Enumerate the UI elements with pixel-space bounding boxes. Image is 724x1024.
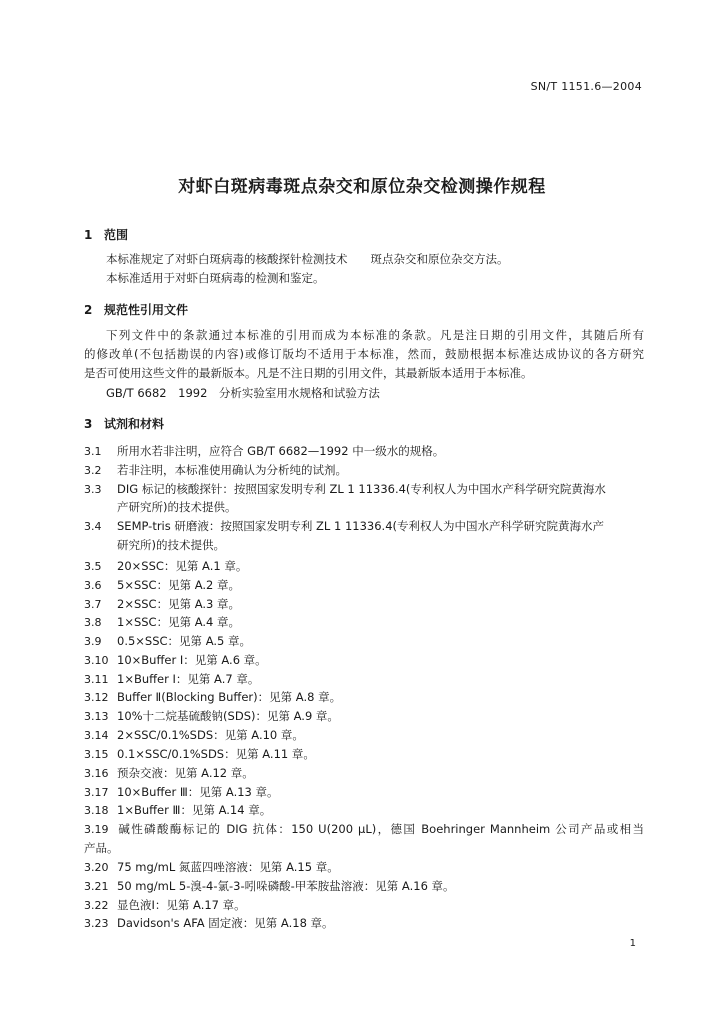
item (84, 614, 240, 630)
item-number: 3.4 (84, 520, 102, 533)
item-number: 3.19 (84, 823, 109, 836)
item-number: 3.20 (84, 861, 109, 874)
item-text: 所用水若非注明，应符合 GB/T 6682—1992 中一级水的规格。 (117, 444, 445, 458)
section-number: 1 (84, 228, 93, 242)
item-continuation: 产品。 (84, 841, 119, 855)
reference-entry: GB/T 6682 1992 分析实验室用水规格和试验方法 (106, 386, 380, 400)
item-text: 2×SSC/0.1%SDS：见第 A.10 章。 (117, 728, 304, 742)
section-heading-normative-references (84, 301, 188, 318)
item-text: 1×Buffer Ⅰ：见第 A.7 章。 (117, 672, 260, 686)
item-number: 3.22 (84, 899, 109, 912)
item (84, 708, 339, 724)
item (84, 596, 240, 612)
item-number: 3.21 (84, 880, 109, 893)
item-text: 5×SSC：见第 A.2 章。 (117, 578, 241, 592)
item (84, 577, 240, 593)
item (84, 633, 251, 649)
item-text: SEMP-tris 研磨液：按照国家发明专利 ZL 1 11336.4(专利权人为中国水产科学研究院黄海水产 (117, 519, 605, 533)
item-text: Buffer Ⅱ(Blocking Buffer)：见第 A.8 章。 (117, 690, 342, 704)
item-text: 若非注明，本标准使用确认为分析纯的试剂。 (117, 463, 347, 477)
paragraph: 本标准适用于对虾白斑病毒的检测和鉴定。 (106, 271, 325, 285)
section-heading-reagents (84, 415, 164, 432)
item-number: 3.11 (84, 673, 109, 686)
item (84, 878, 455, 894)
item-text: 10%十二烷基硫酸钠(SDS)：见第 A.9 章。 (117, 709, 339, 723)
item-text: Davidson's AFA 固定液：见第 A.18 章。 (117, 916, 334, 930)
item-text: 显色液Ⅰ：见第 A.17 章。 (117, 898, 246, 912)
item (84, 443, 444, 459)
item (84, 821, 644, 837)
item (84, 897, 246, 913)
item-number: 3.18 (84, 804, 109, 817)
item (84, 558, 247, 574)
item-number: 3.5 (84, 560, 102, 573)
item (84, 746, 315, 762)
item (84, 518, 604, 534)
item-text: 0.1×SSC/0.1%SDS：见第 A.11 章。 (117, 747, 315, 761)
section-number: 3 (84, 417, 93, 431)
item (84, 765, 254, 781)
item (84, 462, 347, 478)
item-text: DIG 标记的核酸探针：按照国家发明专利 ZL 1 11336.4(专利权人为中国水产科学研究院黄海水 (117, 482, 606, 496)
item-number: 3.16 (84, 767, 109, 780)
item-text: 2×SSC：见第 A.3 章。 (117, 597, 241, 611)
item (84, 481, 606, 497)
section-heading-scope (84, 226, 128, 243)
item-number: 3.12 (84, 691, 109, 704)
item-continuation: 产研究所)的技术提供。 (117, 500, 237, 514)
item-text: 碱性磷酸酶标记的 DIG 抗体：150 U(200 μL)，德国 Boehringer Mannheim 公司产品或相当 (117, 822, 644, 836)
item-text: 0.5×SSC：见第 A.5 章。 (117, 634, 252, 648)
item-text: 1×SSC：见第 A.4 章。 (117, 615, 241, 629)
section-title: 范围 (104, 228, 129, 242)
item-text: 75 mg/mL 氮蓝四唑溶液：见第 A.15 章。 (117, 860, 339, 874)
item-continuation: 研究所)的技术提供。 (117, 538, 225, 552)
item-number: 3.13 (84, 710, 109, 723)
item-text: 20×SSC：见第 A.1 章。 (117, 559, 248, 573)
paragraph-line: 是否可使用这些文件的最新版本。凡是不注日期的引用文件，其最新版本适用于本标准。 (84, 366, 533, 380)
item (84, 802, 271, 818)
item (84, 652, 267, 668)
item-text: 10×Buffer Ⅲ：见第 A.13 章。 (117, 785, 279, 799)
item-text: 预杂交液：见第 A.12 章。 (117, 766, 254, 780)
item-number: 3.8 (84, 616, 102, 629)
item-number: 3.1 (84, 445, 102, 458)
item (84, 671, 259, 687)
item (84, 859, 339, 875)
section-title: 规范性引用文件 (104, 303, 189, 317)
document-title: 对虾白斑病毒斑点杂交和原位杂交检测操作规程 (178, 177, 546, 197)
item (84, 784, 279, 800)
paragraph-line: 下列文件中的条款通过本标准的引用而成为本标准的条款。凡是注日期的引用文件，其随后所有 (106, 328, 644, 342)
item-number: 3.23 (84, 917, 109, 930)
item-text: 50 mg/mL 5-溴-4-氯-3-吲哚磷酸-甲苯胺盐溶液：见第 A.16 章。 (117, 879, 455, 893)
item-number: 3.3 (84, 483, 102, 496)
item-text: 1×Buffer Ⅲ：见第 A.14 章。 (117, 803, 272, 817)
section-number: 2 (84, 303, 93, 317)
item-text: 10×Buffer Ⅰ：见第 A.6 章。 (117, 653, 267, 667)
standard-number: SN/T 1151.6—2004 (530, 80, 642, 93)
page-number: 1 (629, 938, 636, 949)
paragraph-line: 的修改单(不包括勘误的内容)或修订版均不适用于本标准，然而，鼓励根据本标准达成协议的各方研究 (84, 347, 644, 361)
item-number: 3.15 (84, 748, 109, 761)
item-number: 3.7 (84, 598, 102, 611)
item (84, 689, 341, 705)
paragraph: 本标准规定了对虾白斑病毒的核酸探针检测技术 斑点杂交和原位杂交方法。 (106, 252, 509, 266)
item-number: 3.2 (84, 464, 102, 477)
item-number: 3.14 (84, 729, 109, 742)
item-number: 3.6 (84, 579, 102, 592)
item-number: 3.17 (84, 786, 109, 799)
item-number: 3.9 (84, 635, 102, 648)
item (84, 915, 334, 931)
item (84, 727, 304, 743)
item-number: 3.10 (84, 654, 109, 667)
section-title: 试剂和材料 (104, 417, 165, 431)
